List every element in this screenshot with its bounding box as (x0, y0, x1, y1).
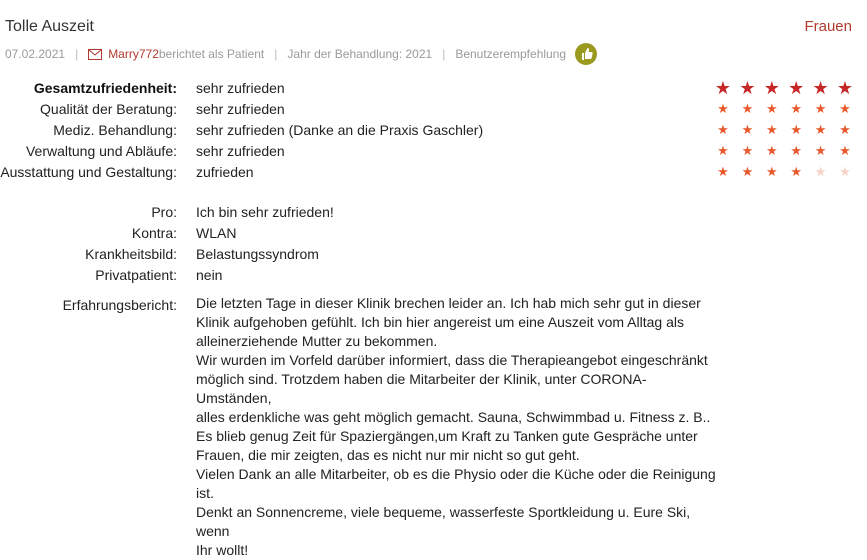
detail-value: WLAN (196, 225, 237, 241)
star-icon: ★ (788, 78, 805, 98)
report-line: Klinik aufgehoben gefühlt. Ich bin hier angereist um eine Auszeit vom Alltag als (196, 314, 684, 330)
rating-label: Mediz. Behandlung: (53, 122, 177, 138)
rating-label: Verwaltung und Abläufe: (25, 143, 177, 159)
report-line: möglich sind. Trotzdem haben die Mitarbeiter der Klinik, unter CORONA- Umständen, (196, 371, 647, 406)
star-icon: ★ (765, 122, 778, 137)
star-icon: ★ (765, 101, 778, 116)
review-meta (5, 42, 598, 66)
star-icon: ★ (839, 143, 851, 158)
star-icon: ★ (714, 78, 732, 98)
category-link[interactable]: Frauen (804, 18, 852, 35)
rating-value: sehr zufrieden (Danke an die Praxis Gaschler) (196, 122, 484, 138)
rating-label: Ausstattung und Gestaltung: (0, 164, 177, 180)
star-icon: ★ (741, 164, 754, 179)
star-icon: ★ (717, 143, 729, 158)
star-icon: ★ (717, 122, 729, 137)
separator: | (274, 47, 278, 61)
review-title: Tolle Auszeit (5, 18, 94, 35)
report-line: Ihr wollt! (196, 542, 249, 558)
star-icon: ★ (836, 78, 854, 98)
report-line: ist. (196, 485, 214, 501)
recommendation-label: Benutzerempfehlung (455, 47, 567, 61)
rating-value: zufrieden (196, 164, 254, 180)
report-line: Die letzten Tage in dieser Klinik brechen leider an. Ich hab mich sehr gut in dieser (196, 295, 701, 311)
detail-label: Kontra: (131, 225, 177, 241)
report-line: alleinerziehende Mutter zu bekommen. (196, 333, 438, 349)
detail-label: Krankheitsbild: (85, 246, 177, 262)
separator: | (442, 47, 446, 61)
star-icon: ★ (765, 164, 778, 179)
detail-value: nein (196, 267, 223, 283)
detail-label: Privatpatient: (95, 267, 177, 283)
report-line: Vielen Dank an alle Mitarbeiter, ob es die Physio oder die Küche oder die Reinigung (196, 466, 716, 482)
star-rating (714, 142, 854, 160)
star-icon: ★ (790, 122, 802, 137)
experience-report (196, 294, 716, 560)
author-link[interactable]: Marry772 (108, 47, 159, 61)
star-icon: ★ (790, 164, 802, 179)
star-icon: ★ (814, 122, 827, 137)
star-rating (714, 121, 854, 139)
star-rating (714, 79, 854, 97)
author-suffix: berichtet als Patient (158, 47, 265, 61)
star-icon: ★ (812, 78, 829, 98)
thumbs-up-icon (574, 42, 598, 66)
report-line: Wir wurden im Vorfeld darüber informiert, dass die Therapieangebot eingeschränkt (196, 352, 708, 368)
detail-value: Belastungssyndrom (196, 246, 319, 262)
star-icon: ★ (741, 101, 754, 116)
report-line: Frauen, die mir zeigten, das es nicht nur mir nicht so gut geht. (196, 447, 580, 463)
star-icon: ★ (741, 122, 754, 137)
star-icon: ★ (814, 101, 827, 116)
rating-value: sehr zufrieden (196, 101, 285, 117)
review-date: 07.02.2021 (5, 47, 66, 61)
star-rating (714, 163, 854, 181)
star-icon: ★ (763, 78, 780, 98)
rating-label: Qualität der Beratung: (40, 101, 177, 117)
treatment-year: Jahr der Behandlung: 2021 (287, 47, 433, 61)
report-line: Es blieb genug Zeit für Spaziergängen,um Kraft zu Tanken gute Gespräche unter (196, 428, 698, 444)
star-icon: ★ (790, 101, 802, 116)
rating-label: Gesamtzufriedenheit: (33, 80, 177, 96)
report-line: alles erdenkliche was geht möglich gemacht. Sauna, Schwimmbad u. Fitness z. B.. (196, 409, 711, 425)
star-icon: ★ (839, 164, 851, 179)
rating-value: sehr zufrieden (196, 143, 285, 159)
star-icon: ★ (739, 78, 756, 98)
rating-value: sehr zufrieden (196, 80, 285, 96)
detail-label: Pro: (151, 204, 177, 220)
star-rating (714, 100, 854, 118)
star-icon: ★ (765, 143, 778, 158)
report-line: Denkt an Sonnencreme, viele bequeme, wasserfeste Sportkleidung u. Eure Ski, wenn (196, 504, 691, 539)
star-icon: ★ (717, 164, 729, 179)
star-icon: ★ (790, 143, 802, 158)
report-label: Erfahrungsbericht: (62, 297, 177, 313)
star-icon: ★ (814, 143, 827, 158)
separator: | (75, 47, 79, 61)
star-icon: ★ (814, 164, 827, 179)
detail-value: Ich bin sehr zufrieden! (196, 204, 334, 220)
star-icon: ★ (741, 143, 754, 158)
star-icon: ★ (839, 122, 851, 137)
star-icon: ★ (717, 101, 729, 116)
star-icon: ★ (839, 101, 851, 116)
mail-icon[interactable] (88, 49, 102, 60)
